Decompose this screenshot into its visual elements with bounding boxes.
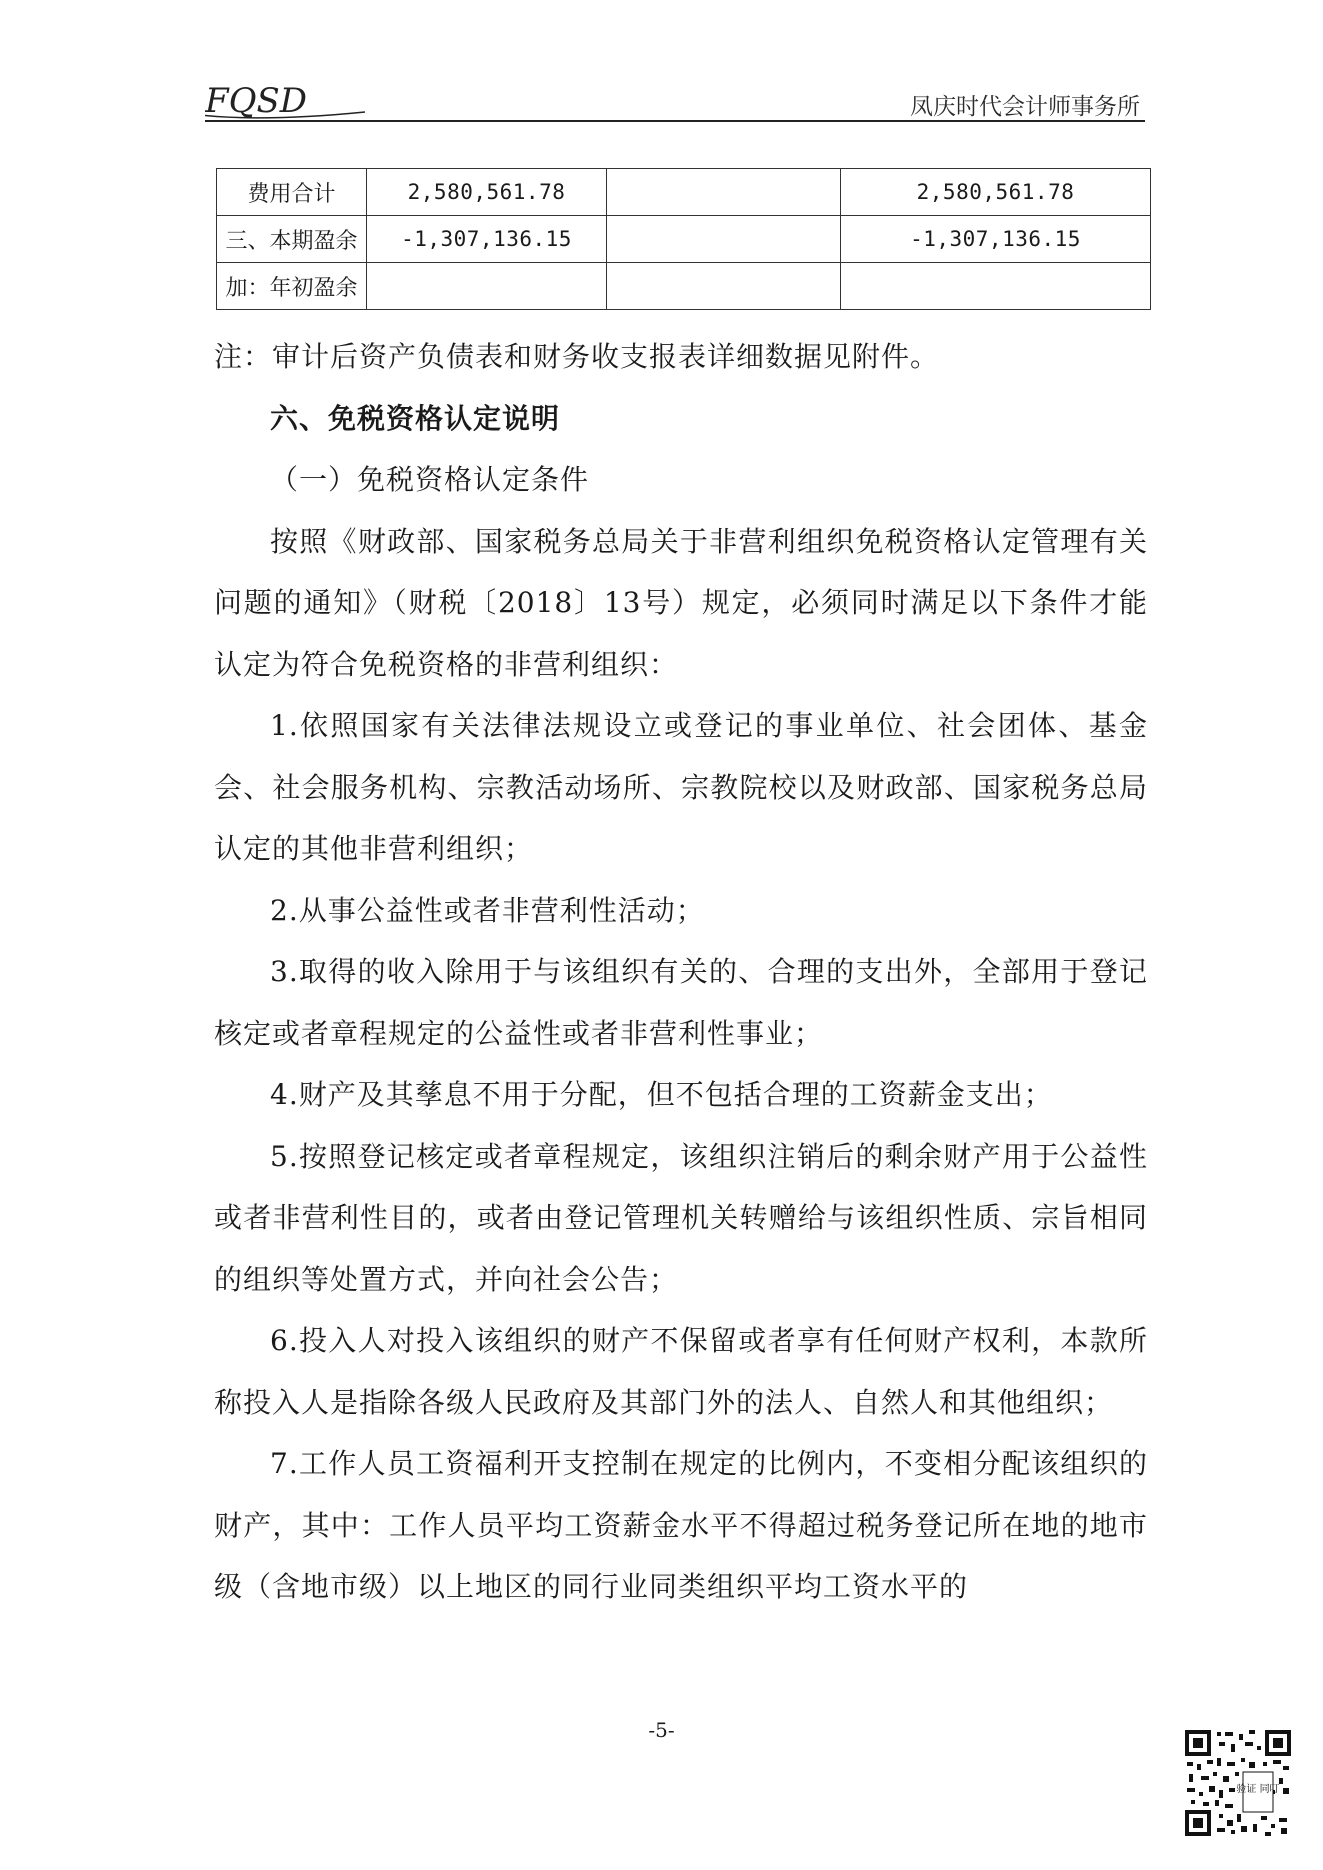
page-number: -5-: [648, 1718, 675, 1742]
table-row: [217, 169, 1151, 216]
cell-value: [367, 263, 607, 310]
table-row: [217, 263, 1151, 310]
cell-value: [607, 169, 841, 216]
document-body: [214, 326, 1148, 1618]
cell-value: [607, 216, 841, 263]
condition-item: 1.依照国家有关法律法规设立或登记的事业单位、社会团体、基金会、社会服务机构、宗教活动场所、宗教院校以及财政部、国家税务总局认定的其他非营利组织；: [214, 709, 1148, 865]
row-label: 三、本期盈余: [217, 216, 367, 263]
condition-item: 6.投入人对投入该组织的财产不保留或者享有任何财产权利，本款所称投入人是指除各级人民政府及其部门外的法人、自然人和其他组织；: [214, 1324, 1148, 1419]
table-row: [217, 216, 1151, 263]
row-label: 费用合计: [217, 169, 367, 216]
condition-item: 3.取得的收入除用于与该组织有关的、合理的支出外，全部用于登记核定或者章程规定的公益性或者非营利性事业；: [214, 955, 1148, 1050]
header-org-name: 凤庆时代会计师事务所: [910, 94, 1140, 120]
cell-value: -1,307,136.15: [367, 216, 607, 263]
condition-item: 4.财产及其孳息不用于分配，但不包括合理的工资薪金支出；: [270, 1078, 1053, 1111]
cell-value: [607, 263, 841, 310]
row-label: 加：年初盈余: [217, 263, 367, 310]
cell-value: -1,307,136.15: [841, 216, 1151, 263]
qr-label: 验证 同叮: [1236, 1784, 1280, 1795]
condition-item: 7.工作人员工资福利开支控制在规定的比例内，不变相分配该组织的财产，其中：工作人员平均工资薪金水平不得超过税务登记所在地的地市级（含地市级）以上地区的同行业同类组织平均工资水平的: [214, 1447, 1148, 1603]
financial-summary-table: [216, 168, 1151, 310]
firm-logo-text: FQSD: [205, 82, 308, 121]
table-note: 注：审计后资产负债表和财务收支报表详细数据见附件。: [214, 340, 940, 373]
verification-qr-code: [1183, 1728, 1293, 1838]
cell-value: 2,580,561.78: [841, 169, 1151, 216]
header-rule: [205, 120, 1145, 122]
cell-value: [841, 263, 1151, 310]
condition-item: 5.按照登记核定或者章程规定，该组织注销后的剩余财产用于公益性或者非营利性目的，或者由登记管理机关转赠给与该组织性质、宗旨相同的组织等处置方式，并向社会公告；: [214, 1139, 1148, 1296]
section-heading: 六、免税资格认定说明: [270, 401, 561, 435]
intro-paragraph: 按照《财政部、国家税务总局关于非营利组织免税资格认定管理有关问题的通知》（财税〔2018〕13号）规定，必须同时满足以下条件才能认定为符合免税资格的非营利组织：: [214, 524, 1148, 681]
sub-heading: （一）免税资格认定条件: [270, 463, 590, 496]
condition-item: 2.从事公益性或者非营利性活动；: [270, 893, 705, 927]
cell-value: 2,580,561.78: [367, 169, 607, 216]
firm-logo: [205, 82, 445, 122]
